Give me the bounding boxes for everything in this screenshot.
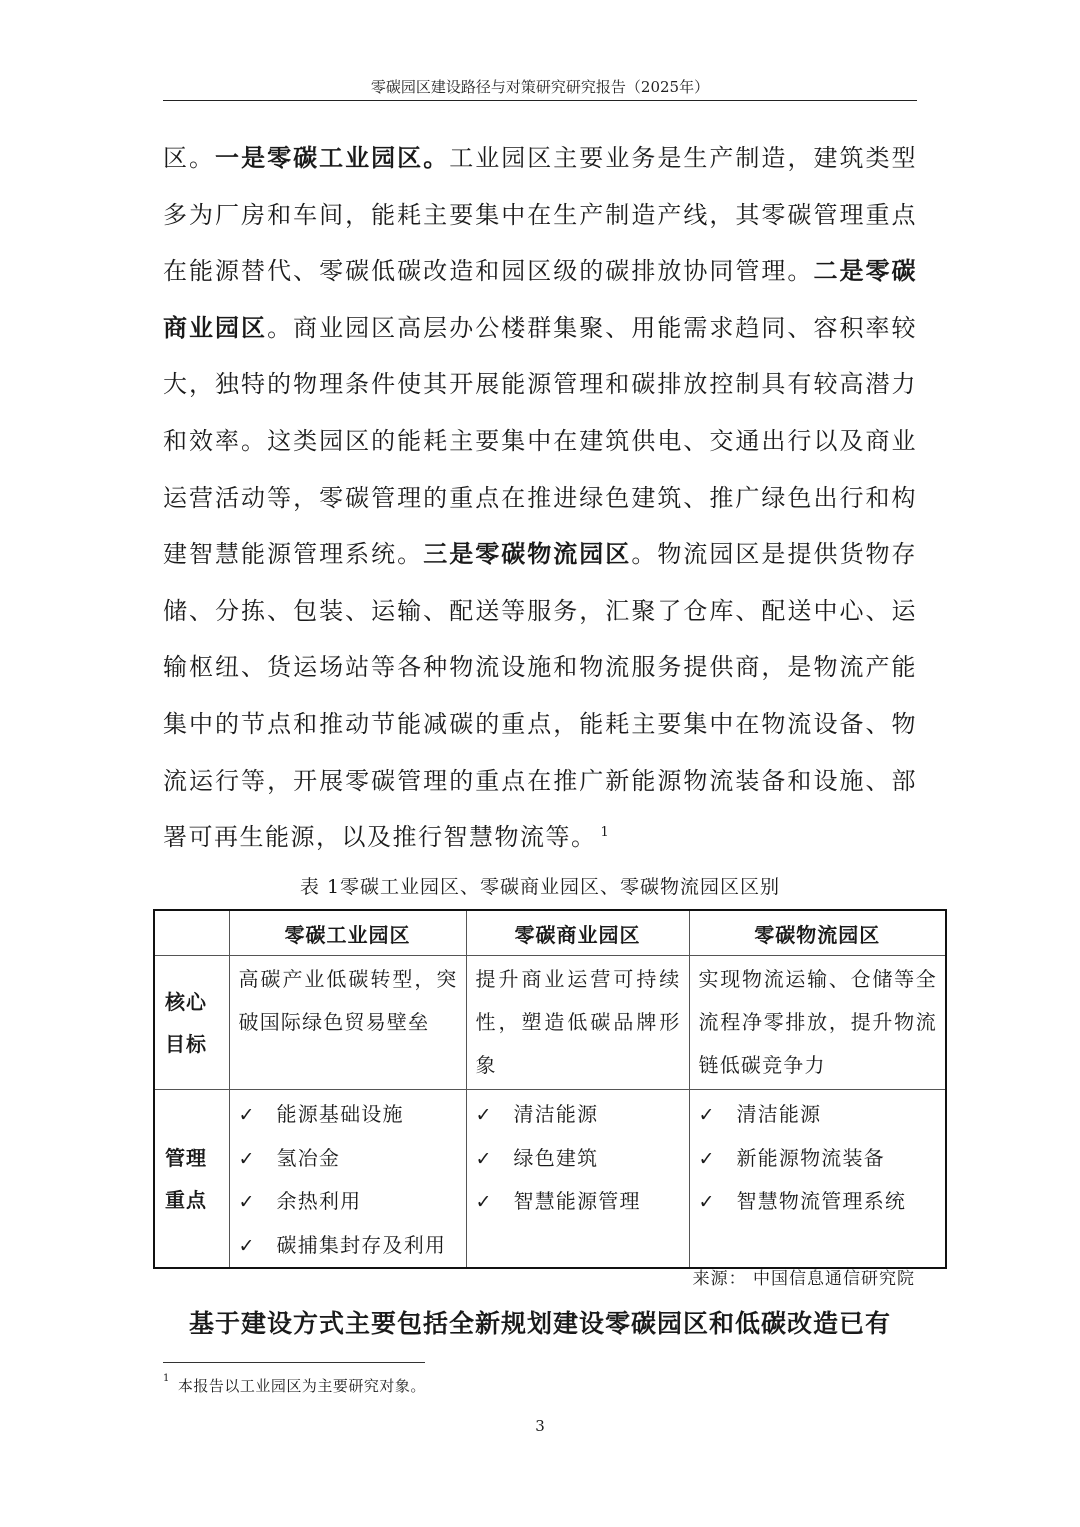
- column-header-industrial: 零碳工业园区: [229, 910, 466, 956]
- heading-commercial-park: 二是零碳商业园区: [163, 257, 918, 342]
- column-header-logistics: 零碳物流园区: [689, 910, 946, 956]
- check-icon: ✓: [238, 1234, 256, 1257]
- focus-list-industrial: [230, 1090, 466, 1267]
- check-icon: ✓: [698, 1104, 716, 1126]
- header-rule: [163, 100, 917, 101]
- table-row-focus: [154, 1090, 946, 1269]
- table-row-goal: [154, 956, 946, 1090]
- table-header-row: [154, 910, 946, 956]
- heading-logistics-park: 三是零碳物流园区: [423, 540, 632, 569]
- list-item: ✓ 碳捕集封存及利用: [239, 1224, 466, 1268]
- footnote-marker: 1: [163, 1373, 170, 1384]
- para-lead: 区。: [163, 144, 216, 172]
- focus-cell-commercial: [466, 1090, 689, 1269]
- footnote-text: 本报告以工业园区为主要研究对象。: [177, 1377, 426, 1395]
- check-icon: ✓: [475, 1104, 493, 1126]
- column-header-commercial: 零碳商业园区: [466, 910, 689, 956]
- goal-cell-commercial: 提升商业运营可持续性，塑造低碳品牌形象: [466, 956, 689, 1090]
- check-icon: ✓: [238, 1104, 256, 1126]
- row-header-goal: [154, 956, 229, 1090]
- footnote: [163, 1375, 426, 1396]
- page-number: 3: [535, 1417, 545, 1435]
- list-item: ✓ 清洁能源: [476, 1093, 689, 1137]
- check-icon: ✓: [698, 1147, 716, 1170]
- check-icon: ✓: [475, 1191, 493, 1213]
- list-item: ✓ 智慧能源管理: [476, 1180, 689, 1224]
- list-item: ✓ 能源基础设施: [239, 1093, 466, 1137]
- focus-cell-logistics: [689, 1090, 946, 1269]
- list-item: ✓ 清洁能源: [699, 1093, 946, 1137]
- footnote-reference[interactable]: 1: [600, 825, 611, 841]
- list-item: ✓ 余热利用: [239, 1180, 466, 1224]
- body-paragraph: [163, 130, 917, 866]
- para-logistics-text: 。物流园区是提供货物存储、分拣、包装、运输、配送等服务，汇聚了仓库、配送中心、运输枢纽、货运场站等各种物流设施和物流服务提供商，是物流产能集中的节点和推动节能减碳的重点，能耗主要集中在物流设备、物流运行等，开展零碳管理的重点在推广新能源物流装备和设施、部署可再生能源，以及推行智慧物流等。: [163, 540, 918, 852]
- check-icon: ✓: [238, 1191, 256, 1213]
- comparison-table: [153, 909, 947, 1269]
- section-heading-next: 基于建设方式主要包括全新规划建设零碳园区和低碳改造已有: [188, 1309, 891, 1338]
- row-header-focus-line1: 管理: [165, 1145, 207, 1170]
- check-icon: ✓: [238, 1147, 256, 1170]
- footnote-rule: [163, 1362, 425, 1363]
- check-icon: ✓: [475, 1147, 493, 1170]
- row-header-goal-line2: 目标: [165, 1031, 207, 1056]
- row-header-focus: [154, 1090, 229, 1269]
- list-item: ✓ 新能源物流装备: [699, 1137, 946, 1181]
- table-caption: 表 1零碳工业园区、零碳商业园区、零碳物流园区区别: [299, 876, 781, 898]
- list-item: ✓ 氢冶金: [239, 1137, 466, 1181]
- table-corner-cell: [154, 910, 229, 956]
- running-header: 零碳园区建设路径与对策研究研究报告（2025年）: [370, 78, 710, 96]
- goal-cell-logistics: 实现物流运输、仓储等全流程净零排放，提升物流链低碳竞争力: [689, 956, 946, 1090]
- focus-list-commercial: [467, 1090, 689, 1224]
- row-header-focus-line2: 重点: [165, 1187, 207, 1212]
- focus-list-logistics: [690, 1090, 946, 1224]
- list-item: ✓ 智慧物流管理系统: [699, 1180, 946, 1224]
- focus-cell-industrial: [229, 1090, 466, 1269]
- para-industrial-text: 工业园区主要业务是生产制造，建筑类型多为厂房和车间，能耗主要集中在生产制造产线，其零碳管理重点在能源替代、零碳低碳改造和园区级的碳排放协同管理。: [163, 144, 918, 286]
- row-header-goal-line1: 核心: [165, 989, 207, 1014]
- table-source-note: 来源： 中国信息通信研究院: [692, 1269, 915, 1289]
- goal-cell-industrial: 高碳产业低碳转型，突破国际绿色贸易壁垒: [229, 956, 466, 1090]
- check-icon: ✓: [698, 1191, 716, 1213]
- list-item: ✓ 绿色建筑: [476, 1137, 689, 1181]
- heading-industrial-park: 一是零碳工业园区。: [215, 144, 450, 172]
- para-commercial-text: 。商业园区高层办公楼群集聚、用能需求趋同、容积率较大，独特的物理条件使其开展能源管理和碳排放控制具有较高潜力和效率。这类园区的能耗主要集中在建筑供电、交通出行以及商业运营活动等，零碳管理的重点在推进绿色建筑、推广绿色出行和构建智慧能源管理系统。: [163, 313, 918, 569]
